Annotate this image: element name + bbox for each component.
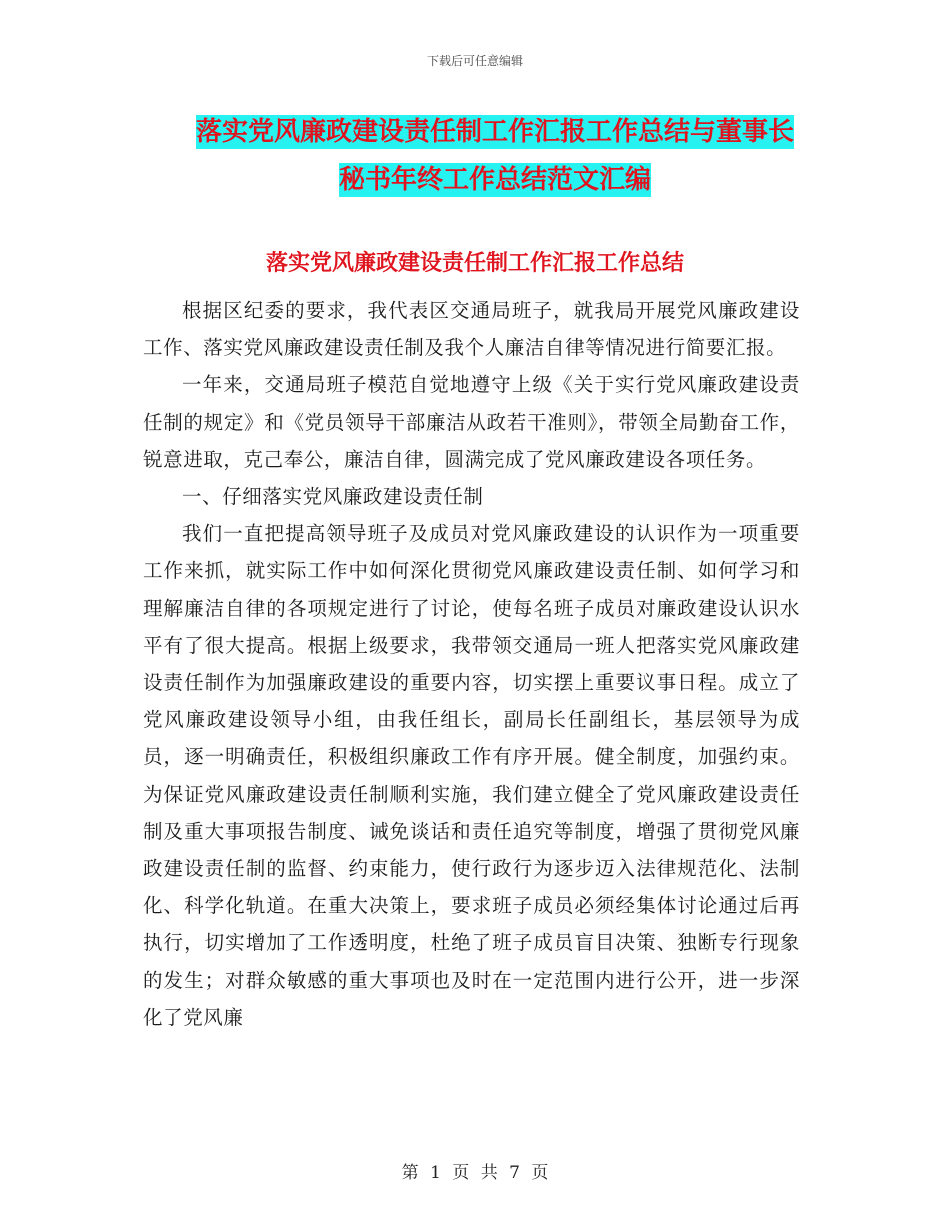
paragraph: 我们一直把提高领导班子及成员对党风廉政建设的认识作为一项重要工作来抓，就实际工作中如何深化贯彻党风廉政建设责任制、如何学习和理解廉洁自律的各项规定进行了讨论，使每名班子成员对廉政建设认识水平有了很大提高。根据上级要求，我带领交通局一班人把落实党风廉政建设责任制作为加强廉政建设的重要内容，切实摆上重要议事日程。成立了党风廉政建设领导小组，由我任组长，副局长任副组长，基层领导为成员，逐一明确责任，积极组织廉政工作有序开展。健全制度，加强约束。为保证党风廉政建设责任制顺利实施，我们建立健全了党风廉政建设责任制及重大事项报告制度、诫免谈话和责任追究等制度，增强了贯彻党风廉政建设责任制的监督、约束能力，使行政行为逐步迈入法律规范化、法制化、科学化轨道。在重大决策上，要求班子成员必须经集体讨论通过后再执行，切实增加了工作透明度，杜绝了班子成员盲目决策、独断专行现象的发生；对群众敏感的重大事项也及时在一定范围内进行公开，进一步深化了党风廉 [143,522,800,1029]
body-text [143,292,800,1036]
title-line-1: 落实党风廉政建设责任制工作汇报工作总结与董事长 [195,117,794,147]
subheading: 一、仔细落实党风廉政建设责任制 [182,485,484,509]
section-title: 落实党风廉政建设责任制工作汇报工作总结 [265,250,684,276]
paragraph: 根据区纪委的要求，我代表区交通局班子，就我局开展党风廉政建设工作、落实党风廉政建设责任制及我个人廉洁自律等情况进行简要汇报。 [143,299,800,360]
page-number: 第 1 页 共 7 页 [401,1163,549,1183]
paragraph: 一年来，交通局班子模范自觉地遵守上级《关于实行党风廉政建设责任制的规定》和《党员领导干部廉洁从政若干准则》，带领全局勤奋工作，锐意进取，克己奉公，廉洁自律，圆满完成了党风廉政建设各项任务。 [143,373,800,471]
title-line-2: 秘书年终工作总结范文汇编 [338,165,651,195]
document-title [150,108,840,204]
header-note: 下载后可任意编辑 [426,54,523,68]
